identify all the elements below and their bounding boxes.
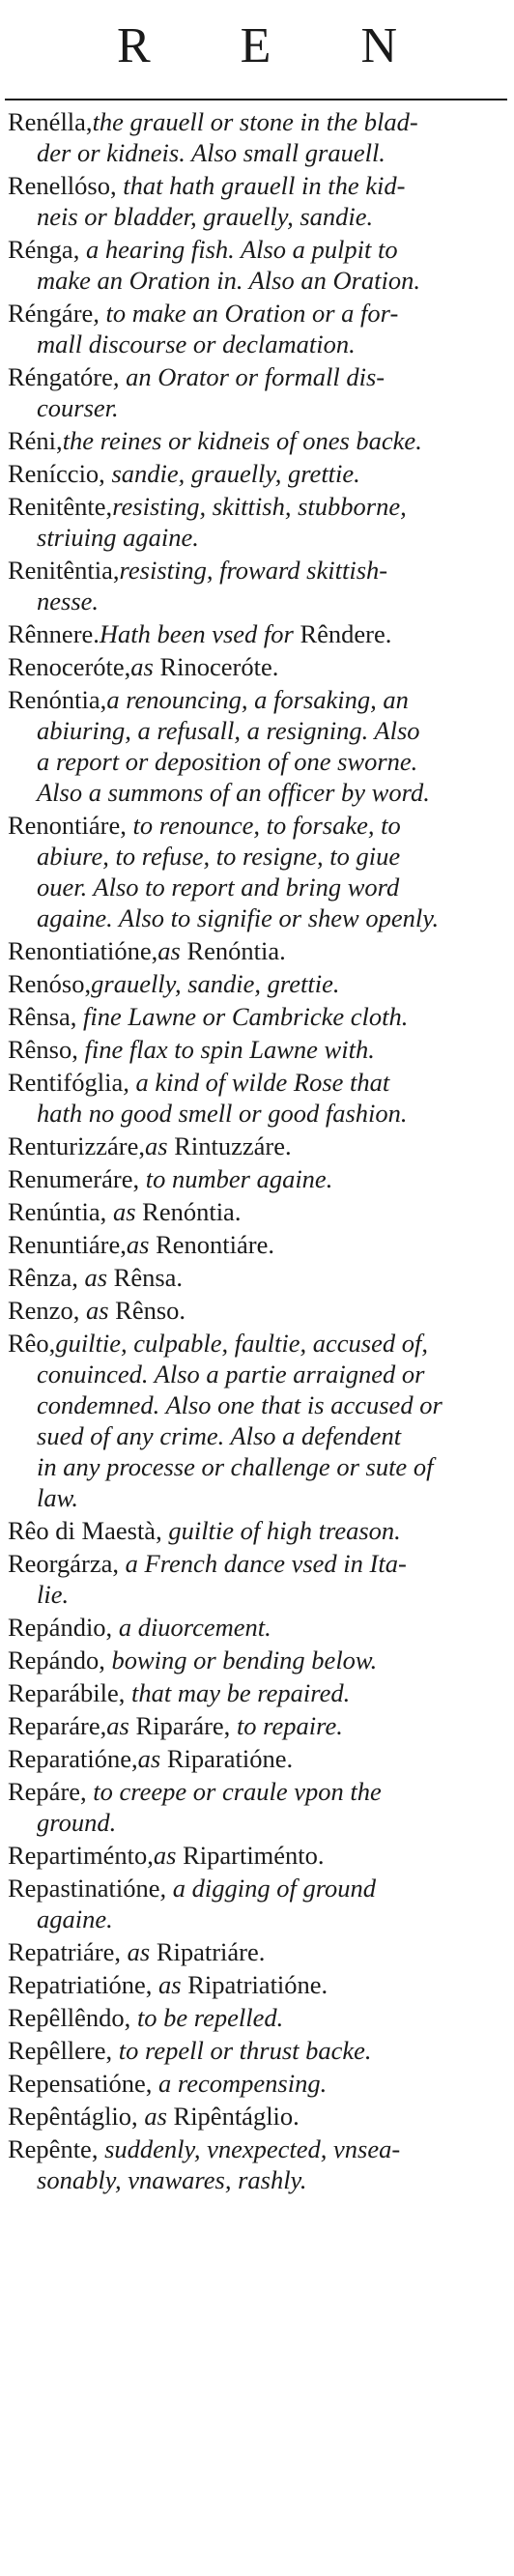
entry-first-line bbox=[8, 1612, 506, 1643]
entry-first-line bbox=[8, 684, 506, 715]
definition: guiltie, culpable, faultie, accused of, bbox=[55, 1329, 428, 1358]
entry-continuation-line bbox=[8, 137, 506, 168]
headword: Repatriáre, bbox=[8, 1937, 121, 1966]
definition: hath no good smell or good fashion. bbox=[37, 1099, 408, 1128]
entry-first-line bbox=[8, 298, 506, 329]
headword: Repáre, bbox=[8, 1777, 87, 1806]
entry-first-line bbox=[8, 1328, 506, 1359]
page-header: R E N bbox=[117, 18, 436, 73]
entry-first-line bbox=[8, 425, 506, 456]
entry-first-line bbox=[8, 1645, 506, 1675]
definition: abiuring, a refusall, a resigning. Also bbox=[37, 716, 420, 745]
definition: a report or deposition of one sworne. bbox=[37, 747, 418, 776]
dictionary-entry bbox=[8, 1677, 506, 1708]
entry-first-line bbox=[8, 1196, 506, 1227]
dictionary-entry bbox=[8, 1196, 506, 1227]
definition: law. bbox=[37, 1483, 78, 1512]
entry-continuation-line bbox=[8, 841, 506, 872]
dictionary-entry bbox=[8, 1328, 506, 1513]
dictionary-entry bbox=[8, 1548, 506, 1610]
dictionary-entry bbox=[8, 1743, 506, 1774]
definition: make an Oration in. Also an Oration. bbox=[37, 266, 421, 295]
dictionary-entry bbox=[8, 1515, 506, 1546]
dictionary-entry bbox=[8, 1295, 506, 1326]
headword: Repatriatióne, bbox=[8, 1970, 153, 1999]
cross-reference: Renóntia. bbox=[186, 936, 286, 965]
entry-first-line bbox=[8, 1548, 506, 1579]
headword: Rêo di Maestà, bbox=[8, 1516, 162, 1545]
definition: guiltie of high treason. bbox=[161, 1516, 401, 1545]
entry-first-line bbox=[8, 1936, 506, 1967]
definition: as bbox=[79, 1296, 116, 1325]
dictionary-entry bbox=[8, 425, 506, 456]
dictionary-entry bbox=[8, 2035, 506, 2066]
dictionary-entry bbox=[8, 1131, 506, 1161]
entry-first-line bbox=[8, 1295, 506, 1326]
headword: Renóso, bbox=[8, 969, 92, 998]
entry-first-line bbox=[8, 1229, 506, 1260]
headword: Repênte, bbox=[8, 2134, 99, 2163]
definition: nesse. bbox=[37, 587, 100, 615]
headword: Repastinatióne bbox=[8, 1874, 160, 1903]
entry-list bbox=[8, 106, 506, 2197]
entry-continuation-line bbox=[8, 1482, 506, 1513]
entry-first-line bbox=[8, 1515, 506, 1546]
definition: againe. Also to signifie or shew openly. bbox=[37, 903, 440, 932]
dictionary-entry bbox=[8, 2101, 506, 2132]
cross-reference: Ripêntáglio. bbox=[173, 2102, 300, 2131]
definition: sued of any crime. Also a defendent bbox=[37, 1421, 402, 1450]
dictionary-entry bbox=[8, 2133, 506, 2195]
entry-continuation-line bbox=[8, 2164, 506, 2195]
definition: der or kidneis. Also small grauell. bbox=[37, 138, 386, 167]
entry-first-line bbox=[8, 555, 506, 586]
entry-first-line bbox=[8, 1840, 506, 1871]
entry-continuation-line bbox=[8, 1389, 506, 1420]
definition: as bbox=[137, 1744, 167, 1773]
entry-first-line bbox=[8, 810, 506, 841]
headword: Rênnere. bbox=[8, 619, 100, 648]
headword: Repêllêndo, bbox=[8, 2003, 131, 2032]
entry-first-line bbox=[8, 1710, 506, 1741]
definition: as bbox=[157, 936, 187, 965]
definition: that hath grauell in the kid- bbox=[116, 171, 406, 200]
headword: Rênza, bbox=[8, 1263, 78, 1292]
entry-first-line bbox=[8, 234, 506, 265]
cross-reference: Rinoceróte. bbox=[159, 652, 279, 681]
entry-continuation-line bbox=[8, 1451, 506, 1482]
definition: the reines or kidneis of ones backe. bbox=[62, 426, 422, 455]
entry-continuation-line bbox=[8, 1807, 506, 1838]
dictionary-entry bbox=[8, 2068, 506, 2099]
definition: a hearing fish. Also a pulpit to bbox=[79, 235, 398, 264]
definition: bowing or bending below. bbox=[104, 1646, 378, 1674]
entry-first-line bbox=[8, 651, 506, 682]
entry-continuation-line bbox=[8, 1098, 506, 1129]
definition: to number againe. bbox=[139, 1164, 333, 1193]
headword: Repándio, bbox=[8, 1613, 113, 1642]
entry-first-line bbox=[8, 1677, 506, 1708]
dictionary-entry bbox=[8, 810, 506, 933]
entry-continuation-line bbox=[8, 586, 506, 616]
definition: Hath been vsed for bbox=[99, 619, 300, 648]
headword: Réni, bbox=[8, 426, 63, 455]
entry-first-line bbox=[8, 1776, 506, 1807]
definition: a French dance vsed in Ita- bbox=[119, 1549, 407, 1578]
dictionary-entry bbox=[8, 1840, 506, 1871]
entry-first-line bbox=[8, 935, 506, 966]
entry-first-line bbox=[8, 2002, 506, 2033]
headword: Repêllere, bbox=[8, 2036, 113, 2065]
entry-first-line bbox=[8, 491, 506, 522]
headword: Renellóso, bbox=[8, 171, 117, 200]
entry-continuation-line bbox=[8, 715, 506, 746]
dictionary-entry bbox=[8, 1776, 506, 1838]
dictionary-entry bbox=[8, 1969, 506, 2000]
dictionary-entry bbox=[8, 1710, 506, 1741]
headword: Renitênte, bbox=[8, 492, 113, 521]
cross-reference: Renontiáre. bbox=[156, 1230, 274, 1259]
entry-continuation-line bbox=[8, 392, 506, 423]
definition: sandie, grauelly, grettie. bbox=[104, 459, 360, 488]
cross-reference: Rênsa. bbox=[113, 1263, 184, 1292]
dictionary-entry bbox=[8, 935, 506, 966]
definition: courser. bbox=[37, 393, 119, 422]
entry-continuation-line bbox=[8, 1903, 506, 1934]
entry-first-line bbox=[8, 618, 506, 649]
entry-first-line bbox=[8, 1969, 506, 2000]
definition: as bbox=[130, 652, 160, 681]
headword: Reparáre, bbox=[8, 1711, 107, 1740]
dictionary-entry bbox=[8, 651, 506, 682]
headword: Repêntáglio, bbox=[8, 2102, 138, 2131]
dictionary-entry bbox=[8, 170, 506, 232]
entry-first-line bbox=[8, 2068, 506, 2099]
entry-first-line bbox=[8, 2133, 506, 2164]
definition: resisting, froward skittish- bbox=[119, 556, 388, 585]
definition: as bbox=[106, 1711, 136, 1740]
definition: fine flax to spin Lawne with. bbox=[77, 1035, 375, 1064]
definition: ouer. Also to report and bring word bbox=[37, 873, 400, 902]
definition: as bbox=[153, 1841, 184, 1870]
definition: the grauell or stone in the blad- bbox=[92, 107, 418, 136]
entry-first-line bbox=[8, 458, 506, 489]
headword: Reparatióne, bbox=[8, 1744, 138, 1773]
entry-first-line bbox=[8, 2101, 506, 2132]
headword: Repándo, bbox=[8, 1646, 105, 1674]
entry-continuation-line bbox=[8, 329, 506, 359]
dictionary-entry bbox=[8, 1067, 506, 1129]
headword: Repensatióne, bbox=[8, 2069, 153, 2098]
entry-first-line bbox=[8, 1067, 506, 1098]
entry-continuation-line bbox=[8, 1359, 506, 1389]
headword: Reorgárza, bbox=[8, 1549, 120, 1578]
entry-continuation-line bbox=[8, 902, 506, 933]
cross-reference: Ripatriatióne. bbox=[187, 1970, 328, 1999]
dictionary-entry bbox=[8, 618, 506, 649]
entry-first-line bbox=[8, 1163, 506, 1194]
definition: as bbox=[145, 1131, 175, 1160]
definition: a renouncing, a forsaking, an bbox=[106, 685, 409, 714]
entry-first-line bbox=[8, 1131, 506, 1161]
dictionary-entry bbox=[8, 555, 506, 616]
definition: againe. bbox=[37, 1904, 113, 1933]
definition: Also a summons of an officer by word. bbox=[37, 778, 430, 807]
cross-reference: Rênso. bbox=[115, 1296, 186, 1325]
definition: in any processe or challenge or sute of bbox=[37, 1452, 434, 1481]
headword: Rentifóglia bbox=[8, 1068, 124, 1097]
cross-reference: Riparáre, bbox=[135, 1711, 231, 1740]
dictionary-entry bbox=[8, 684, 506, 808]
headword: Reníccio, bbox=[8, 459, 105, 488]
cross-reference: Ripatriáre. bbox=[156, 1937, 266, 1966]
definition: striuing againe. bbox=[37, 523, 199, 552]
dictionary-entry bbox=[8, 1936, 506, 1967]
definition: , to make an Oration or a for- bbox=[93, 299, 399, 328]
headword: Renúntia, bbox=[8, 1197, 107, 1226]
headword: Rênsa, bbox=[8, 1002, 77, 1031]
dictionary-entry bbox=[8, 1034, 506, 1065]
definition: as bbox=[126, 1230, 157, 1259]
cross-reference: Ripartiménto. bbox=[183, 1841, 325, 1870]
definition: as bbox=[152, 1970, 188, 1999]
headword: Renóntia, bbox=[8, 685, 107, 714]
entry-first-line bbox=[8, 1743, 506, 1774]
dictionary-entry bbox=[8, 1645, 506, 1675]
headword: Renumeráre, bbox=[8, 1164, 140, 1193]
entry-first-line bbox=[8, 1001, 506, 1032]
entry-continuation-line bbox=[8, 265, 506, 296]
definition: as bbox=[106, 1197, 143, 1226]
entry-continuation-line bbox=[8, 777, 506, 808]
headword: Réngatóre bbox=[8, 362, 113, 391]
headword: Renturizzáre, bbox=[8, 1131, 145, 1160]
headword: Rénga, bbox=[8, 235, 80, 264]
definition: abiure, to refuse, to resigne, to giue bbox=[37, 842, 401, 871]
definition: condemned. Also one that is accused or bbox=[37, 1390, 443, 1419]
headword: Renuntiáre, bbox=[8, 1230, 127, 1259]
definition: to renounce, to forsake, to bbox=[126, 811, 401, 840]
headword: Réngáre bbox=[8, 299, 94, 328]
definition: as bbox=[137, 2102, 174, 2131]
headword: Rêo, bbox=[8, 1329, 56, 1358]
definition: that may be repaired. bbox=[125, 1678, 351, 1707]
definition: , a digging of ground bbox=[159, 1874, 377, 1903]
definition: suddenly, vnexpected, vnsea- bbox=[98, 2134, 401, 2163]
dictionary-entry bbox=[8, 968, 506, 999]
definition: mall discourse or declamation. bbox=[37, 329, 356, 358]
definition: ground. bbox=[37, 1808, 117, 1837]
dictionary-entry bbox=[8, 2002, 506, 2033]
headword: Renontiáre, bbox=[8, 811, 127, 840]
dictionary-entry bbox=[8, 1163, 506, 1194]
headword: Repartiménto, bbox=[8, 1841, 154, 1870]
entry-first-line bbox=[8, 1873, 506, 1903]
dictionary-entry bbox=[8, 458, 506, 489]
entry-first-line bbox=[8, 968, 506, 999]
headword: Renélla, bbox=[8, 107, 93, 136]
header-rule bbox=[5, 99, 507, 100]
cross-reference: Riparatióne. bbox=[166, 1744, 294, 1773]
entry-first-line bbox=[8, 106, 506, 137]
dictionary-entry bbox=[8, 1612, 506, 1643]
entry-continuation-line bbox=[8, 201, 506, 232]
dictionary-entry bbox=[8, 1001, 506, 1032]
entry-first-line bbox=[8, 2035, 506, 2066]
definition: neis or bladder, grauelly, sandie. bbox=[37, 202, 374, 231]
definition: , a kind of wilde Rose that bbox=[123, 1068, 390, 1097]
headword: Reparábile, bbox=[8, 1678, 126, 1707]
dictionary-entry bbox=[8, 298, 506, 359]
headword: Renontiatióne, bbox=[8, 936, 158, 965]
definition: lie. bbox=[37, 1580, 70, 1609]
headword: Rênso, bbox=[8, 1035, 78, 1064]
dictionary-entry bbox=[8, 106, 506, 168]
entry-continuation-line bbox=[8, 1579, 506, 1610]
cross-reference: Rintuzzáre. bbox=[174, 1131, 292, 1160]
definition: a recompensing. bbox=[152, 2069, 328, 2098]
dictionary-entry bbox=[8, 361, 506, 423]
definition: to repell or thrust backe. bbox=[112, 2036, 372, 2065]
dictionary-entry bbox=[8, 491, 506, 553]
definition: to creepe or craule vpon the bbox=[86, 1777, 382, 1806]
definition: , an Orator or formall dis- bbox=[112, 362, 386, 391]
definition: fine Lawne or Cambricke cloth. bbox=[76, 1002, 409, 1031]
entry-first-line bbox=[8, 1262, 506, 1293]
dictionary-entry bbox=[8, 234, 506, 296]
definition: sonably, vnawares, rashly. bbox=[37, 2165, 307, 2194]
entry-first-line bbox=[8, 361, 506, 392]
cross-reference: Rêndere. bbox=[300, 619, 392, 648]
headword: Renitêntia, bbox=[8, 556, 120, 585]
definition: conuinced. Also a partie arraigned or bbox=[37, 1360, 425, 1388]
entry-continuation-line bbox=[8, 1420, 506, 1451]
definition: grauelly, sandie, grettie. bbox=[91, 969, 340, 998]
cross-reference: Renóntia. bbox=[142, 1197, 242, 1226]
definition: to be repelled. bbox=[130, 2003, 284, 2032]
entry-continuation-line bbox=[8, 872, 506, 902]
dictionary-entry bbox=[8, 1229, 506, 1260]
definition: as bbox=[120, 1937, 157, 1966]
entry-first-line bbox=[8, 1034, 506, 1065]
dictionary-entry bbox=[8, 1262, 506, 1293]
definition: resisting, skittish, stubborne, bbox=[112, 492, 407, 521]
definition: to repaire. bbox=[230, 1711, 343, 1740]
dictionary-entry bbox=[8, 1873, 506, 1934]
entry-continuation-line bbox=[8, 522, 506, 553]
definition: as bbox=[77, 1263, 114, 1292]
entry-continuation-line bbox=[8, 746, 506, 777]
entry-first-line bbox=[8, 170, 506, 201]
headword: Renoceróte, bbox=[8, 652, 131, 681]
headword: Renzo, bbox=[8, 1296, 80, 1325]
definition: a diuorcement. bbox=[112, 1613, 271, 1642]
